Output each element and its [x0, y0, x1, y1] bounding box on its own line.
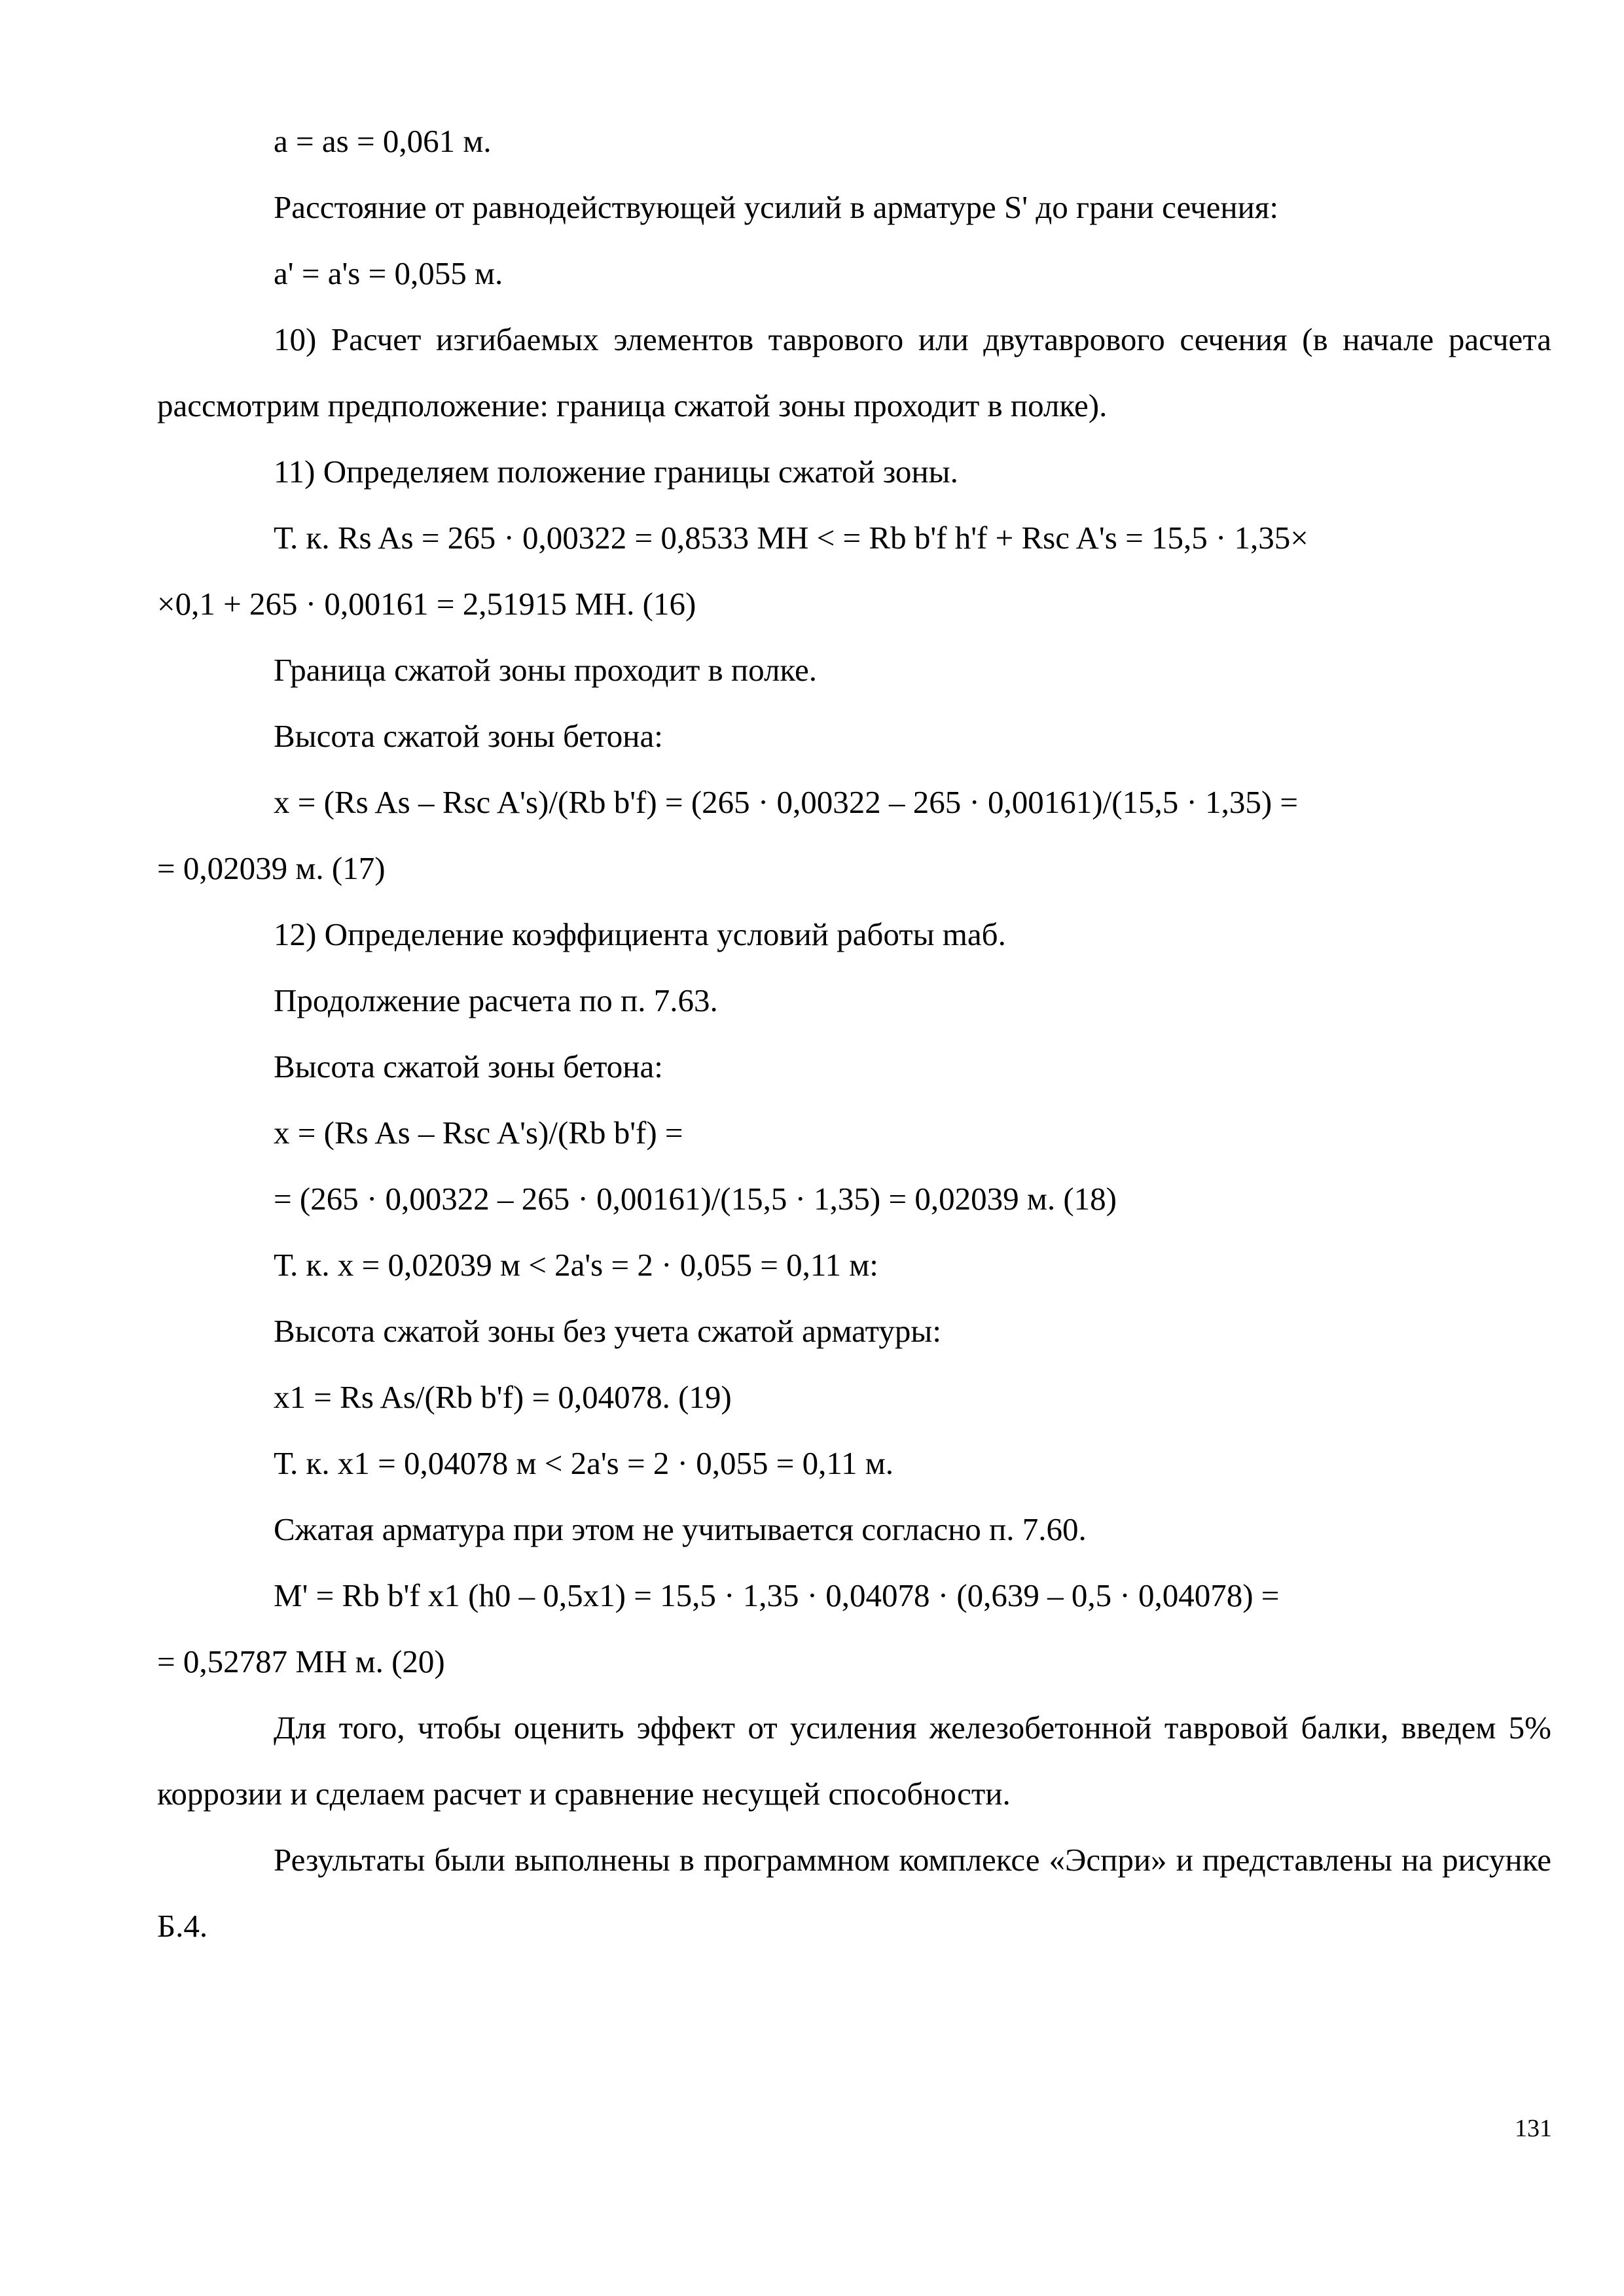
text-line-step-11: 11) Определяем положение границы сжатой зоны.: [274, 454, 958, 490]
formula-20-line-2: = 0,52787 МН м. (20): [157, 1643, 445, 1679]
text-line-check-x: Т. к. x = 0,02039 м < 2a's = 2 · 0,055 = 0,11 м:: [274, 1247, 878, 1283]
text-line-height-label-1: Высота сжатой зоны бетона:: [274, 718, 663, 754]
formula-17-line-1: x = (Rs As – Rsc A's)/(Rb b'f) = (265 · 0,00322 – 265 · 0,00161)/(15,5 · 1,35) =: [274, 784, 1299, 820]
text-line-height-no-comp: Высота сжатой зоны без учета сжатой арматуры:: [274, 1313, 941, 1349]
formula-18-line-1: x = (Rs As – Rsc A's)/(Rb b'f) =: [274, 1115, 683, 1151]
text-line-distance: Расстояние от равнодействующей усилий в арматуре S' до грани сечения:: [274, 189, 1278, 225]
page-number: 131: [1515, 2115, 1552, 2142]
paragraph-effect: Для того, чтобы оценить эффект от усиления железобетонной тавровой балки, введем 5% коррозии и сделаем расчет и сравнение несущей способности.: [157, 1710, 1551, 1812]
text-line-a-prime: a' = a's = 0,055 м.: [274, 255, 503, 291]
formula-17-line-2: = 0,02039 м. (17): [157, 850, 386, 886]
text-line-height-label-2: Высота сжатой зоны бетона:: [274, 1049, 663, 1085]
formula-check-line-1: Т. к. Rs As = 265 · 0,00322 = 0,8533 МН < = Rb b'f h'f + Rsc A's = 15,5 · 1,35×: [274, 520, 1308, 556]
paragraph-step-10: 10) Расчет изгибаемых элементов таврового или двутаврового сечения (в начале расчета рассмотрим предположение: граница сжатой зоны проходит в полке).: [157, 321, 1551, 423]
text-line-continuation: Продолжение расчета по п. 7.63.: [274, 982, 718, 1018]
text-line-a: a = as = 0,061 м.: [274, 123, 492, 159]
text-line-check-x1: Т. к. x1 = 0,04078 м < 2a's = 2 · 0,055 = 0,11 м.: [274, 1445, 894, 1481]
text-line-step-12: 12) Определение коэффициента условий работы mаб.: [274, 916, 1006, 952]
paragraph-results: Результаты были выполнены в программном комплексе «Эспри» и представлены на рисунке Б.4.: [157, 1842, 1551, 1944]
text-body: [157, 108, 1551, 1959]
text-line-boundary: Граница сжатой зоны проходит в полке.: [274, 652, 817, 688]
formula-19: x1 = Rs As/(Rb b'f) = 0,04078. (19): [274, 1379, 732, 1415]
formula-20-line-1: M' = Rb b'f x1 (h0 – 0,5x1) = 15,5 · 1,35 · 0,04078 · (0,639 – 0,5 · 0,04078) =: [274, 1577, 1280, 1613]
text-line-not-considered: Сжатая арматура при этом не учитывается согласно п. 7.60.: [274, 1511, 1087, 1547]
formula-18-line-2: = (265 · 0,00322 – 265 · 0,00161)/(15,5 · 1,35) = 0,02039 м. (18): [274, 1181, 1117, 1217]
formula-check-line-2: ×0,1 + 265 · 0,00161 = 2,51915 МН. (16): [157, 586, 696, 622]
